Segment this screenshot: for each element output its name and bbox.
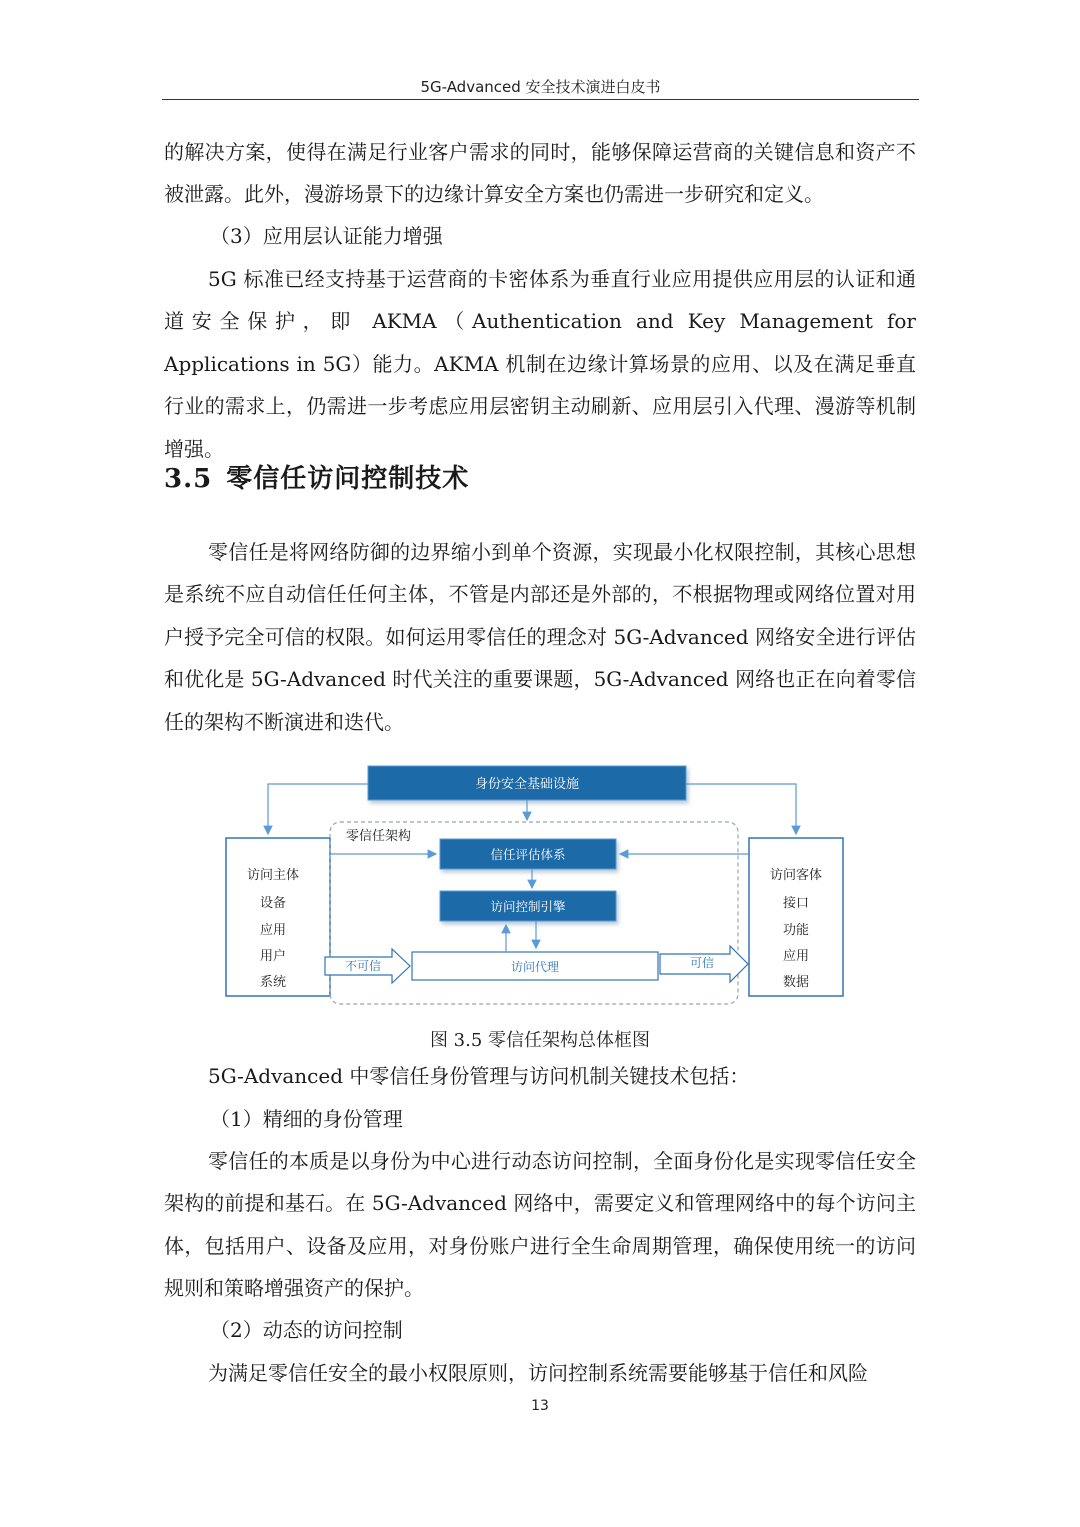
paragraph-key-tech-intro: 5G-Advanced 中零信任身份管理与访问机制关键技术包括： (208, 1064, 750, 1088)
object-item: 应用 (782, 949, 810, 964)
zero-trust-architecture-diagram (216, 760, 856, 1010)
access-object-box (749, 838, 843, 996)
paragraph-akma: 5G 标准已经支持基于运营商的卡密体系为垂直行业应用提供应用层的认证和通道安全保护，即 AKMA（Authentication and Key Management for Applications in 5G）能力。AKMA 机制在边缘计算场景的应用、以及在满足垂直行业的需求上，仍需进一步考虑应用层密钥主动刷新、应用层引入代理、漫游等机制增强。 (164, 267, 916, 461)
access-subject-box (226, 838, 330, 996)
object-item: 功能 (782, 923, 810, 938)
identity-infra-label: 身份安全基础设施 (474, 777, 580, 792)
subheading-dynamic-access: （2）动态的访问控制 (210, 1318, 403, 1342)
zero-trust-label: 零信任架构 (346, 829, 412, 844)
infra-to-object-arrow (686, 784, 796, 834)
paragraph-identity-mgmt: 零信任的本质是以身份为中心进行动态访问控制，全面身份化是实现零信任安全架构的前提和基石。在 5G-Advanced 网络中，需要定义和管理网络中的每个访问主体，包括用户、设备及应用，对身份账户进行全生命周期管理，确保使用统一的访问规则和策略增强资产的保护。 (164, 1149, 916, 1301)
access-engine-label: 访问控制引擎 (490, 899, 566, 914)
trusted-label: 可信 (689, 956, 715, 970)
paragraph-zero-trust-intro: 零信任是将网络防御的边界缩小到单个资源，实现最小化权限控制，其核心思想是系统不应自动信任任何主体，不管是内部还是外部的，不根据物理或网络位置对用户授予完全可信的权限。如何运用零信任的理念对 5G-Advanced 网络安全进行评估和优化是 5G-Advanced 时代关注的重要课题，5G-Advanced 网络也正在向着零信任的架构不断演进和迭代。 (164, 540, 916, 734)
access-proxy-label: 访问代理 (510, 960, 560, 974)
access-subject-title: 访问主体 (246, 868, 300, 883)
subject-item: 系统 (259, 975, 287, 990)
access-object-title: 访问客体 (769, 868, 823, 883)
page-number: 13 (531, 1398, 549, 1414)
infra-to-subject-arrow (268, 784, 368, 834)
subject-item: 应用 (259, 923, 287, 938)
section-title: 零信任访问控制技术 (226, 464, 470, 494)
trust-eval-label: 信任评估体系 (490, 847, 566, 862)
section-heading (164, 458, 483, 495)
figure-caption: 图 3.5 零信任架构总体框图 (429, 1030, 651, 1051)
untrusted-label: 不可信 (344, 959, 382, 973)
section-number: 3.5 (164, 464, 213, 494)
running-header: 5G-Advanced 安全技术演进白皮书 (420, 78, 661, 96)
subject-item: 用户 (259, 949, 287, 964)
subheading-app-layer-auth: （3）应用层认证能力增强 (210, 224, 443, 248)
object-item: 接口 (782, 896, 810, 911)
paragraph-dynamic-access: 为满足零信任安全的最小权限原则，访问控制系统需要能够基于信任和风险 (208, 1361, 868, 1385)
paragraph-edge-solution: 的解决方案，使得在满足行业客户需求的同时，能够保障运营商的关键信息和资产不被泄露。此外，漫游场景下的边缘计算安全方案也仍需进一步研究和定义。 (164, 140, 916, 207)
subheading-identity-mgmt: （1）精细的身份管理 (210, 1107, 403, 1131)
subject-item: 设备 (259, 896, 287, 911)
header-rule (162, 99, 919, 100)
object-item: 数据 (782, 975, 810, 990)
